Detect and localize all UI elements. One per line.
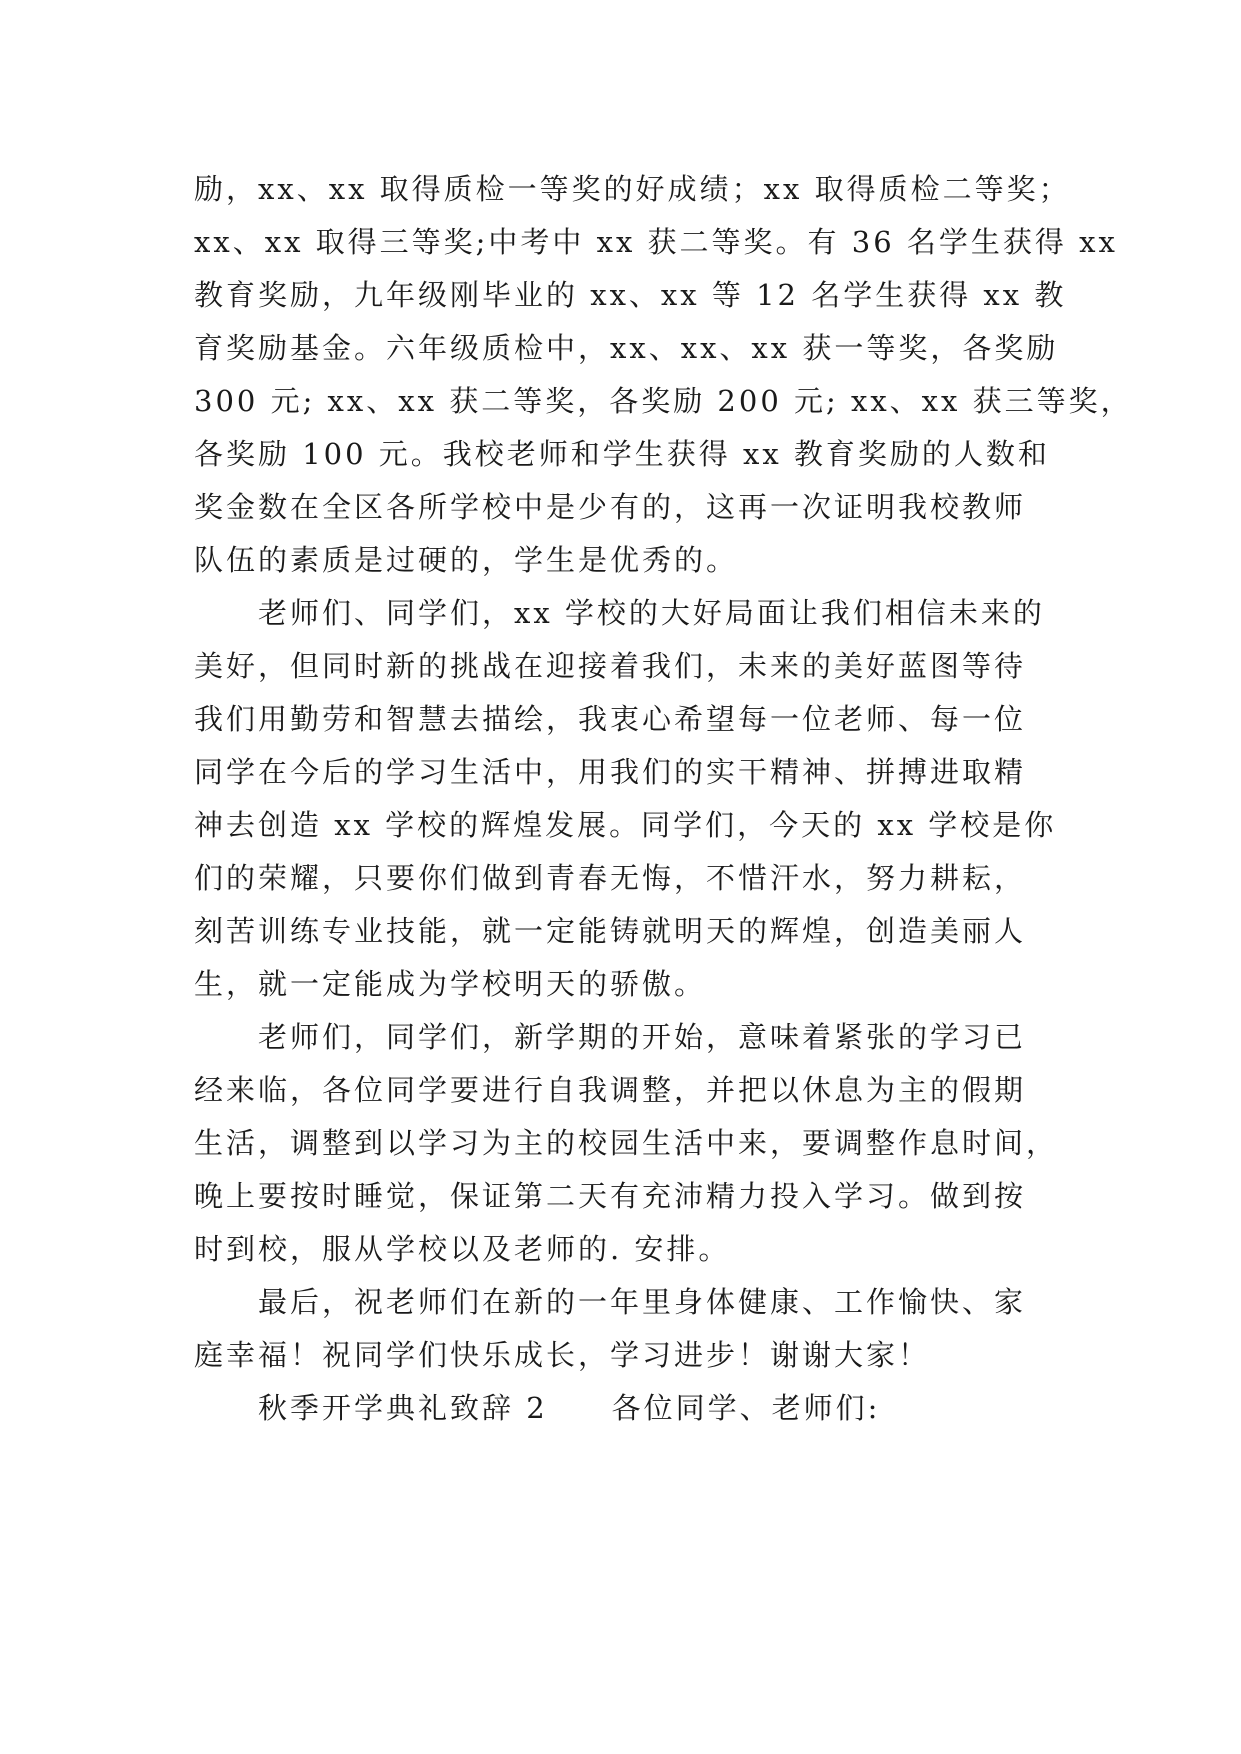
text-line: 老师们、同学们，xx 学校的大好局面让我们相信未来的 [258, 596, 1045, 630]
text-line: 生活，调整到以学习为主的校园生活中来，要调整作息时间， [194, 1126, 1059, 1160]
text-line: xx、xx 取得三等奖;中考中 xx 获二等奖。有 36 名学生获得 xx [194, 225, 1118, 259]
text-line: 神去创造 xx 学校的辉煌发展。同学们，今天的 xx 学校是你 [194, 808, 1057, 842]
text-line: 励，xx、xx 取得质检一等奖的好成绩；xx 取得质检二等奖； [194, 172, 1071, 206]
text-line: 美好，但同时新的挑战在迎接着我们，未来的美好蓝图等待 [194, 649, 1027, 683]
text-line: 我们用勤劳和智慧去描绘，我衷心希望每一位老师、每一位 [194, 702, 1027, 736]
text-line: 育奖励基金。六年级质检中，xx、xx、xx 获一等奖，各奖励 [194, 331, 1059, 365]
text-line: 们的荣耀，只要你们做到青春无悔，不惜汗水，努力耕耘， [194, 861, 1027, 895]
text-line: 晚上要按时睡觉，保证第二天有充沛精力投入学习。做到按 [194, 1179, 1027, 1213]
text-line: 老师们，同学们，新学期的开始，意味着紧张的学习已 [258, 1020, 1027, 1054]
text-line: 时到校，服从学校以及老师的. 安排。 [194, 1232, 731, 1266]
text-line: 同学在今后的学习生活中，用我们的实干精神、拼搏进取精 [194, 755, 1027, 789]
text-line: 最后，祝老师们在新的一年里身体健康、工作愉快、家 [258, 1285, 1027, 1319]
text-line: 各奖励 100 元。我校老师和学生获得 xx 教育奖励的人数和 [194, 437, 1050, 471]
text-line: 生，就一定能成为学校明天的骄傲。 [194, 967, 707, 1001]
section-heading: 秋季开学典礼致辞 2 各位同学、老师们: [258, 1391, 881, 1425]
text-line: 庭幸福！祝同学们快乐成长，学习进步！谢谢大家！ [194, 1338, 931, 1372]
text-line: 经来临，各位同学要进行自我调整，并把以休息为主的假期 [194, 1073, 1027, 1107]
text-line: 奖金数在全区各所学校中是少有的，这再一次证明我校教师 [194, 490, 1027, 524]
text-line: 教育奖励，九年级刚毕业的 xx、xx 等 12 名学生获得 xx 教 [194, 278, 1067, 312]
text-line: 300 元; xx、xx 获二等奖，各奖励 200 元; xx、xx 获三等奖， [194, 384, 1133, 418]
text-line: 队伍的素质是过硬的，学生是优秀的。 [194, 543, 739, 577]
text-line: 刻苦训练专业技能，就一定能铸就明天的辉煌，创造美丽人 [194, 914, 1027, 948]
